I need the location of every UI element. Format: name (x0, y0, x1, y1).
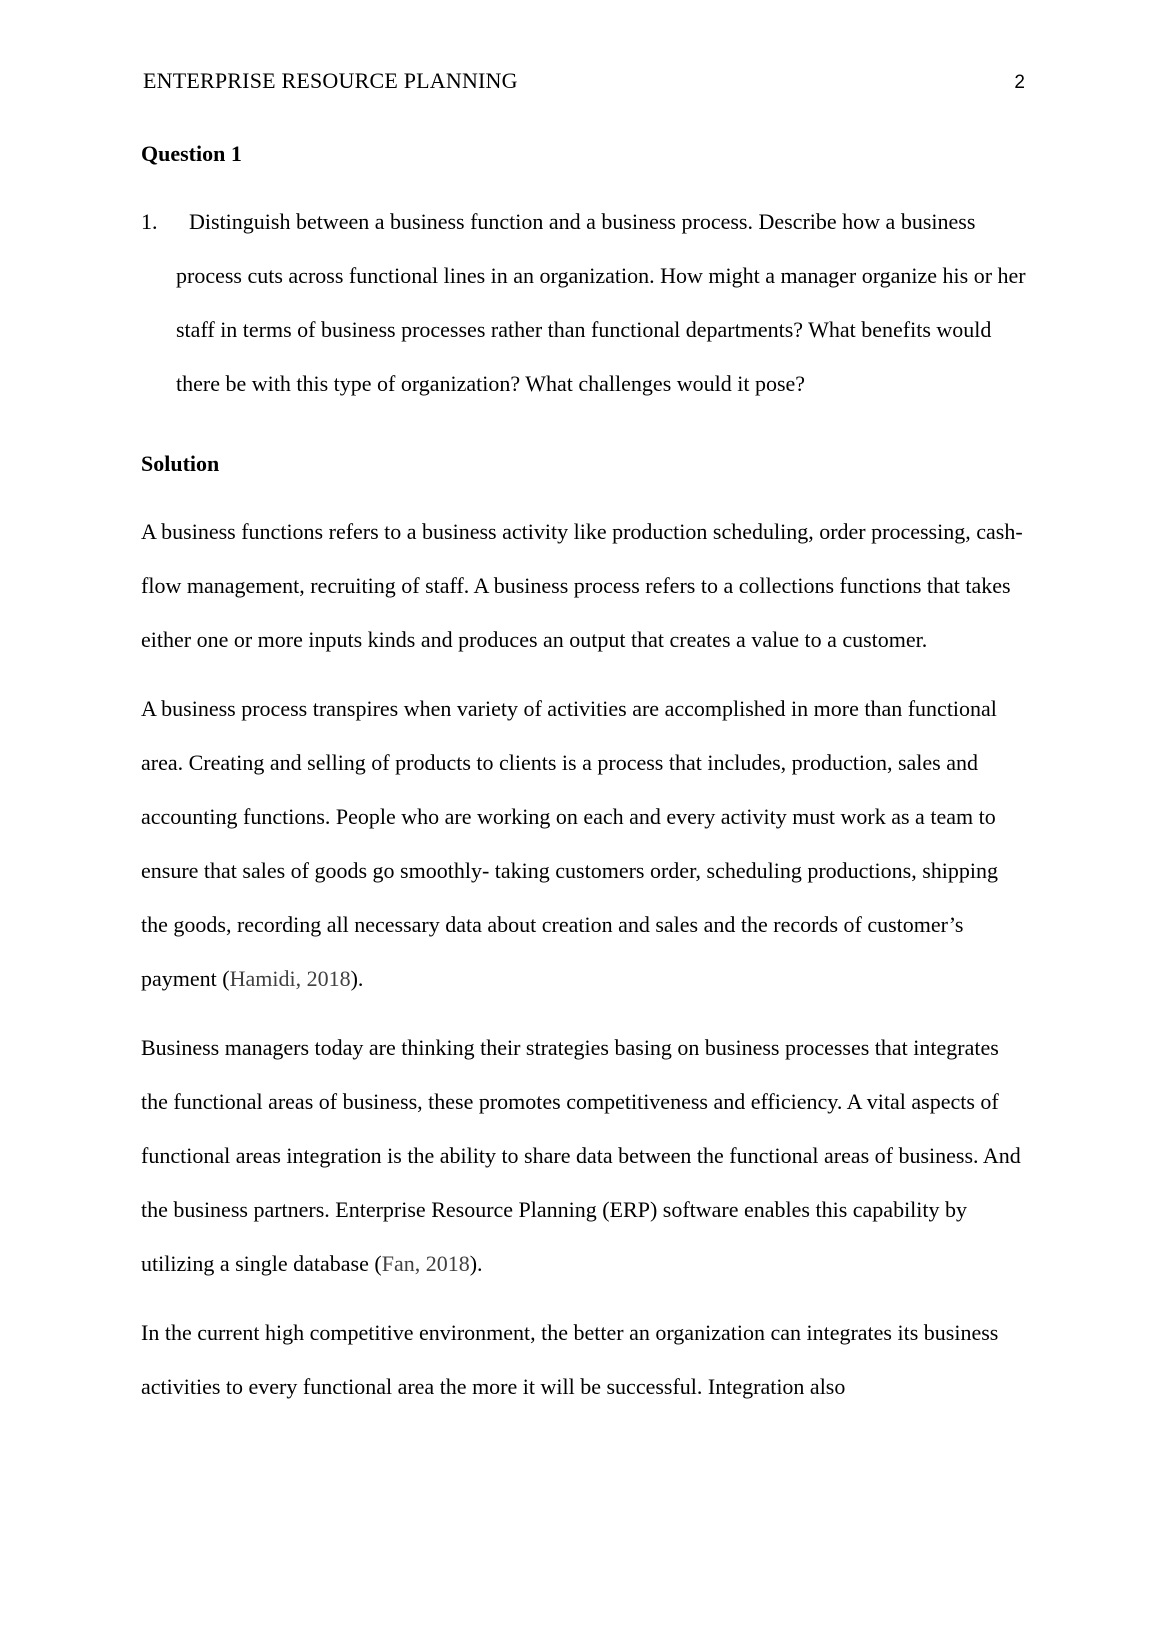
solution-paragraph-2 (141, 682, 1026, 1006)
question-heading: Question 1 (141, 141, 242, 166)
question-line-5: challenges would it pose? (578, 371, 806, 396)
running-head: ENTERPRISE RESOURCE PLANNING (143, 68, 518, 93)
solution-paragraph-3 (141, 1021, 1026, 1291)
paragraph-text: A business functions refers to a business activity like production scheduling, order processing, cash- flow management, recruiting of staff. A business process refers to a collections functions that takes either one or more inputs kinds and produces an output that creates a value to a customer. (141, 519, 1023, 652)
paragraph-text-end: ). (469, 1251, 483, 1276)
question-line-2: business process cuts across functional lines in an organization. How might a manager (176, 209, 976, 288)
paragraph-text: A business process transpires when variety of activities are accomplished in more than functional area. Creating and selling of products to clients is a process that includes, production, sales and accounting functions. People who are working on each and every activity must work as a team to ensure that sales of goods go smoothly- taking customers order, scheduling productions, shipping the goods, recording all necessary data about creation and sales and the records of customer’s payment ( (141, 696, 998, 991)
page-content (141, 139, 1026, 1414)
citation: Hamidi, 2018 (229, 966, 351, 991)
paragraph-text-end: ). (350, 966, 364, 991)
solution-heading: Solution (141, 451, 220, 476)
question-item (141, 195, 1026, 411)
question-line-1: Distinguish between a business function and a business process. Describe how a (189, 209, 896, 234)
citation: Fan, 2018 (381, 1251, 470, 1276)
solution-paragraph-1 (141, 505, 1026, 667)
paragraph-text: Business managers today are thinking their strategies basing on business processes that integrates the functional areas of business, these promotes competitiveness and efficiency. A vital aspects of functional areas integration is the ability to share data between the functional areas of business. And the business partners. Enterprise Resource Planning (ERP) software enables this capability by utilizing a single database ( (141, 1035, 1021, 1276)
question-line-3: organize his or her staff in terms of business processes rather than functional (176, 263, 1026, 342)
question-number: 1. (141, 209, 158, 234)
page-number: 2 (1014, 72, 1025, 93)
solution-paragraph-4 (141, 1306, 1026, 1414)
question-line-4: departments? What benefits would there be with this type of organization? What (176, 317, 992, 396)
question-text (176, 195, 1026, 411)
paragraph-text: In the current high competitive environment, the better an organization can integrates its business activities to every functional area the more it will be successful. Integration also (141, 1320, 999, 1399)
